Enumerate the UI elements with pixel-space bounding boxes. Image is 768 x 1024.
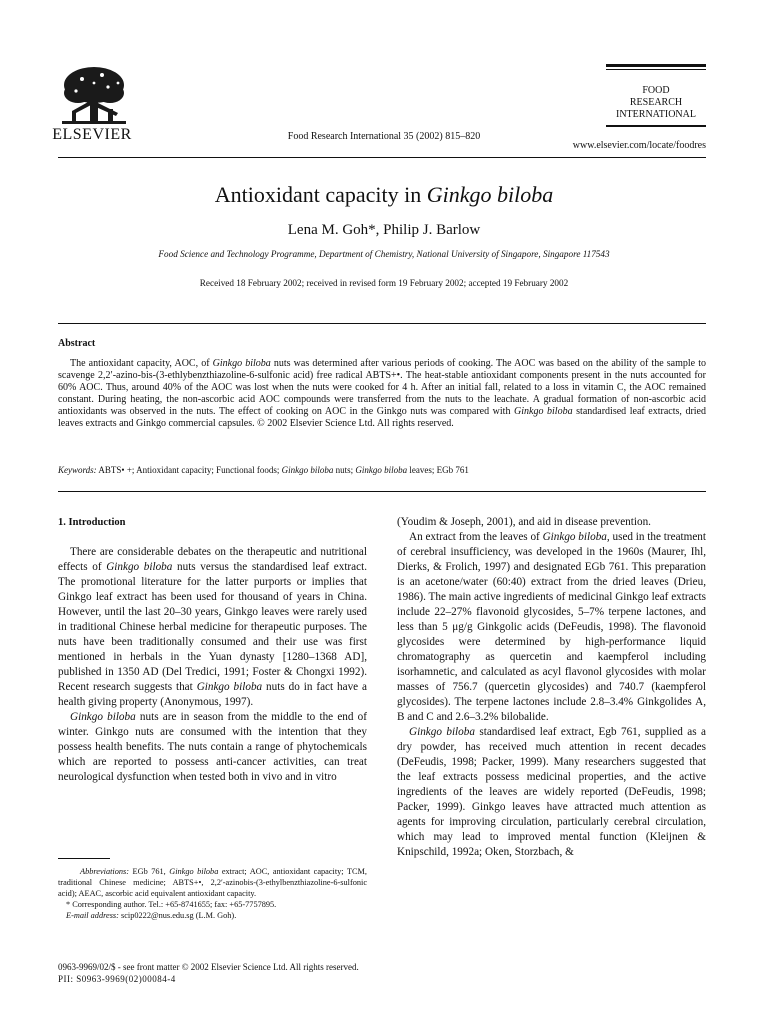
header-divider <box>58 157 706 158</box>
body-italic: Ginkgo biloba <box>196 681 263 693</box>
footnote-italic: Ginkgo biloba <box>169 867 219 876</box>
masthead-rule-thick <box>606 64 706 67</box>
body-span: nuts versus the standardised leaf extract. The promotional literature for the latter purports or implies that Ginkgo leaf extract has been used for thousand of years in China. However, until the last 20–30 years, Ginkgo leaves were rarely used in traditional Chinese herbal medicine for therapeutic purposes. The nuts have been traditionally consumed and their use was first mentioned in herbals in the Yuan dynasty [1280–1368 AD], published in 1350 AD (Del Tredici, 1991; Foster & Chongxi 1992). Recent research suggests that <box>58 561 367 693</box>
abstract-top-rule <box>58 323 706 324</box>
footnote-abbreviations <box>58 866 367 899</box>
footnote-corresponding: * Corresponding author. Tel.: +65-8741655; fax: +65-7757895. <box>66 900 277 909</box>
body-italic: Ginkgo biloba <box>409 726 475 738</box>
journal-name-line: RESEARCH <box>629 97 683 108</box>
body-span: nuts are in season from the middle to the end of winter. Ginkgo nuts are consumed with the intention that they possess health benefits. The nuts contain a range of phytochemicals which are reported to possess anti-cancer activities, can treat neurological dysfunction when tested both in vivo and in vitro <box>58 711 367 783</box>
body-span: There are considerable debates on the therapeutic and nutritional effects of <box>58 546 367 573</box>
abstract-italic: Ginkgo biloba <box>212 358 271 369</box>
footnote-email <box>58 910 367 921</box>
publisher-name: ELSEVIER <box>52 126 132 143</box>
article-title <box>0 182 768 208</box>
page-footer <box>58 961 359 985</box>
body-paragraph <box>58 710 367 785</box>
abstract-italic: Ginkgo biloba <box>514 406 573 418</box>
abstract-span: standardised leaf extracts, dried leaves extracts and Ginkgo commercial capsules. © 2002 Elsevier Science Ltd. All rights reserved. <box>58 406 706 430</box>
keywords <box>58 465 706 475</box>
footnote-label: Abbreviations: <box>80 867 130 876</box>
email-label: E-mail address: <box>66 911 119 920</box>
journal-url[interactable]: www.elsevier.com/locate/foodres <box>572 140 706 151</box>
footnote-rule <box>58 858 110 859</box>
footnote-span: extract; AOC, antioxidant capacity; TCM, traditional Chinese medicine; ABTS+•, 2,2′-azinobis-(3-ethylbenzthiazoline-6-sulfonic acid); AEAC, ascorbic acid equivalent antioxidant capacity. <box>58 867 368 898</box>
body-span: nuts do in fact have a health giving property (Anonymous, 1997). <box>58 681 368 708</box>
article-dates: Received 18 February 2002; received in revised form 19 February 2002; accepted 19 February 2002 <box>199 278 569 288</box>
masthead-rule-bottom <box>606 125 706 127</box>
authors: Lena M. Goh*, Philip J. Barlow <box>287 222 481 238</box>
abstract-heading: Abstract <box>58 338 96 349</box>
title-italic: Ginkgo biloba <box>426 182 554 207</box>
journal-name-line: FOOD <box>642 85 670 96</box>
body-column-left <box>58 545 367 785</box>
footnotes <box>58 866 367 921</box>
journal-name-line: INTERNATIONAL <box>616 109 696 120</box>
keywords-italic: Ginkgo biloba <box>281 465 334 475</box>
email-address[interactable]: scip0222@nus.edu.sg (L.M. Goh). <box>118 911 237 920</box>
keywords-label: Keywords: <box>58 465 97 475</box>
tree-icon <box>58 63 130 133</box>
body-paragraph: (Youdim & Joseph, 2001), and aid in disease prevention. <box>397 516 651 528</box>
abstract-text <box>58 358 706 431</box>
abstract-span: nuts was determined after various periods of cooking. The AOC was based on the ability of the sample to scavenge 2,2′-azino-bis-(3-ethlybenzthiazoline-6-sulfonic acid) free radical ABTS+•. The heat-stable antioxidant components present in the nuts accounted for 60% AOC. Thus, around 40% of the AOC was lost when the nuts were cooked for 4 h. After an initial fall, related to a loss in vitamin C, the AOC remained constant. During heating, the non-ascorbic acid AOC compounds were transferred from the nuts to the leachate. A gradual formation of non-ascorbic acid antioxidants was observed in the nuts. The effect of cooking on AOC in the Ginkgo nuts was compared with <box>58 358 706 418</box>
masthead-rule-thin <box>606 69 706 70</box>
body-span: An extract from the leaves of <box>409 531 543 543</box>
section-heading: 1. Introduction <box>58 517 126 528</box>
affiliation: Food Science and Technology Programme, Department of Chemistry, National University of Singapore, Singapore 117543 <box>158 249 610 259</box>
body-paragraph <box>397 725 706 860</box>
journal-name <box>596 85 716 121</box>
keywords-span: ABTS• +; Antioxidant capacity; Functional foods; <box>96 465 282 475</box>
body-italic: Ginkgo biloba <box>106 561 173 573</box>
elsevier-tree-logo <box>58 63 130 133</box>
keywords-span: nuts; <box>333 465 356 475</box>
abstract-span: The antioxidant capacity, AOC, of <box>70 358 213 369</box>
body-italic: Ginkgo biloba, <box>542 531 610 543</box>
footnote-span: EGb 761, <box>129 867 170 876</box>
keywords-italic: Ginkgo biloba <box>355 465 408 475</box>
title-plain: Antioxidant capacity in <box>214 182 427 207</box>
body-italic: Ginkgo biloba <box>70 711 136 723</box>
journal-reference: Food Research International 35 (2002) 815–820 <box>287 131 481 142</box>
body-span: used in the treatment of cerebral insufficiency, was developed in the 1960s (Maurer, Ihl, Dierks, & Frolich, 1997) and designated EGb 761. This preparation is an acetone/water (60:40) extract from the dried leaves (Drieu, 1986). The main active ingredients of medicinal Ginkgo leaf extracts include 22–27% flavonoid glycosides, 5–7% terpene lactones, and less than 5 μg/g Ginkgolic acids (DeFeudis, 1998). The flavonoid glycosides were determined by high-performance liquid chromatography as quercetin and kaempferol including isorhamnetic, and calculated as acyl flavonol glycosides with molar masses of 756.7 (quercetin glycosides) and 740.7 (kaempferol glycosides). The terpene lactones include 2.8–3.4% Ginkgolides A, B and C and 2.6–3.2% bilobalide. <box>397 531 707 723</box>
body-span: standardised leaf extract, Egb 761, supplied as a dry powder, has received much attention in recent decades (DeFeudis, 1998; Packer, 1999). Many researchers suggested that the leaf extracts possess medicinal properties, and the active ingredients of the leaves are widely reported (DeFeudis, 1998; Packer, 1999). Ginkgo leaves have attracted much attention as agents for improving circulation, particularly cerebral circulation, which may lead to improved mental function (Kleijnen & Knipschild, 1992a; Oken, Storzbach, & <box>397 726 706 858</box>
keywords-span: leaves; EGb 761 <box>407 465 469 475</box>
body-paragraph <box>58 545 367 710</box>
abstract-bottom-rule <box>58 491 706 492</box>
body-paragraph <box>397 530 706 725</box>
body-column-right <box>397 515 706 860</box>
pii-line: PII: S0963-9969(02)00084-4 <box>58 974 176 984</box>
copyright-line: 0963-9969/02/$ - see front matter © 2002 Elsevier Science Ltd. All rights reserved. <box>58 962 359 972</box>
